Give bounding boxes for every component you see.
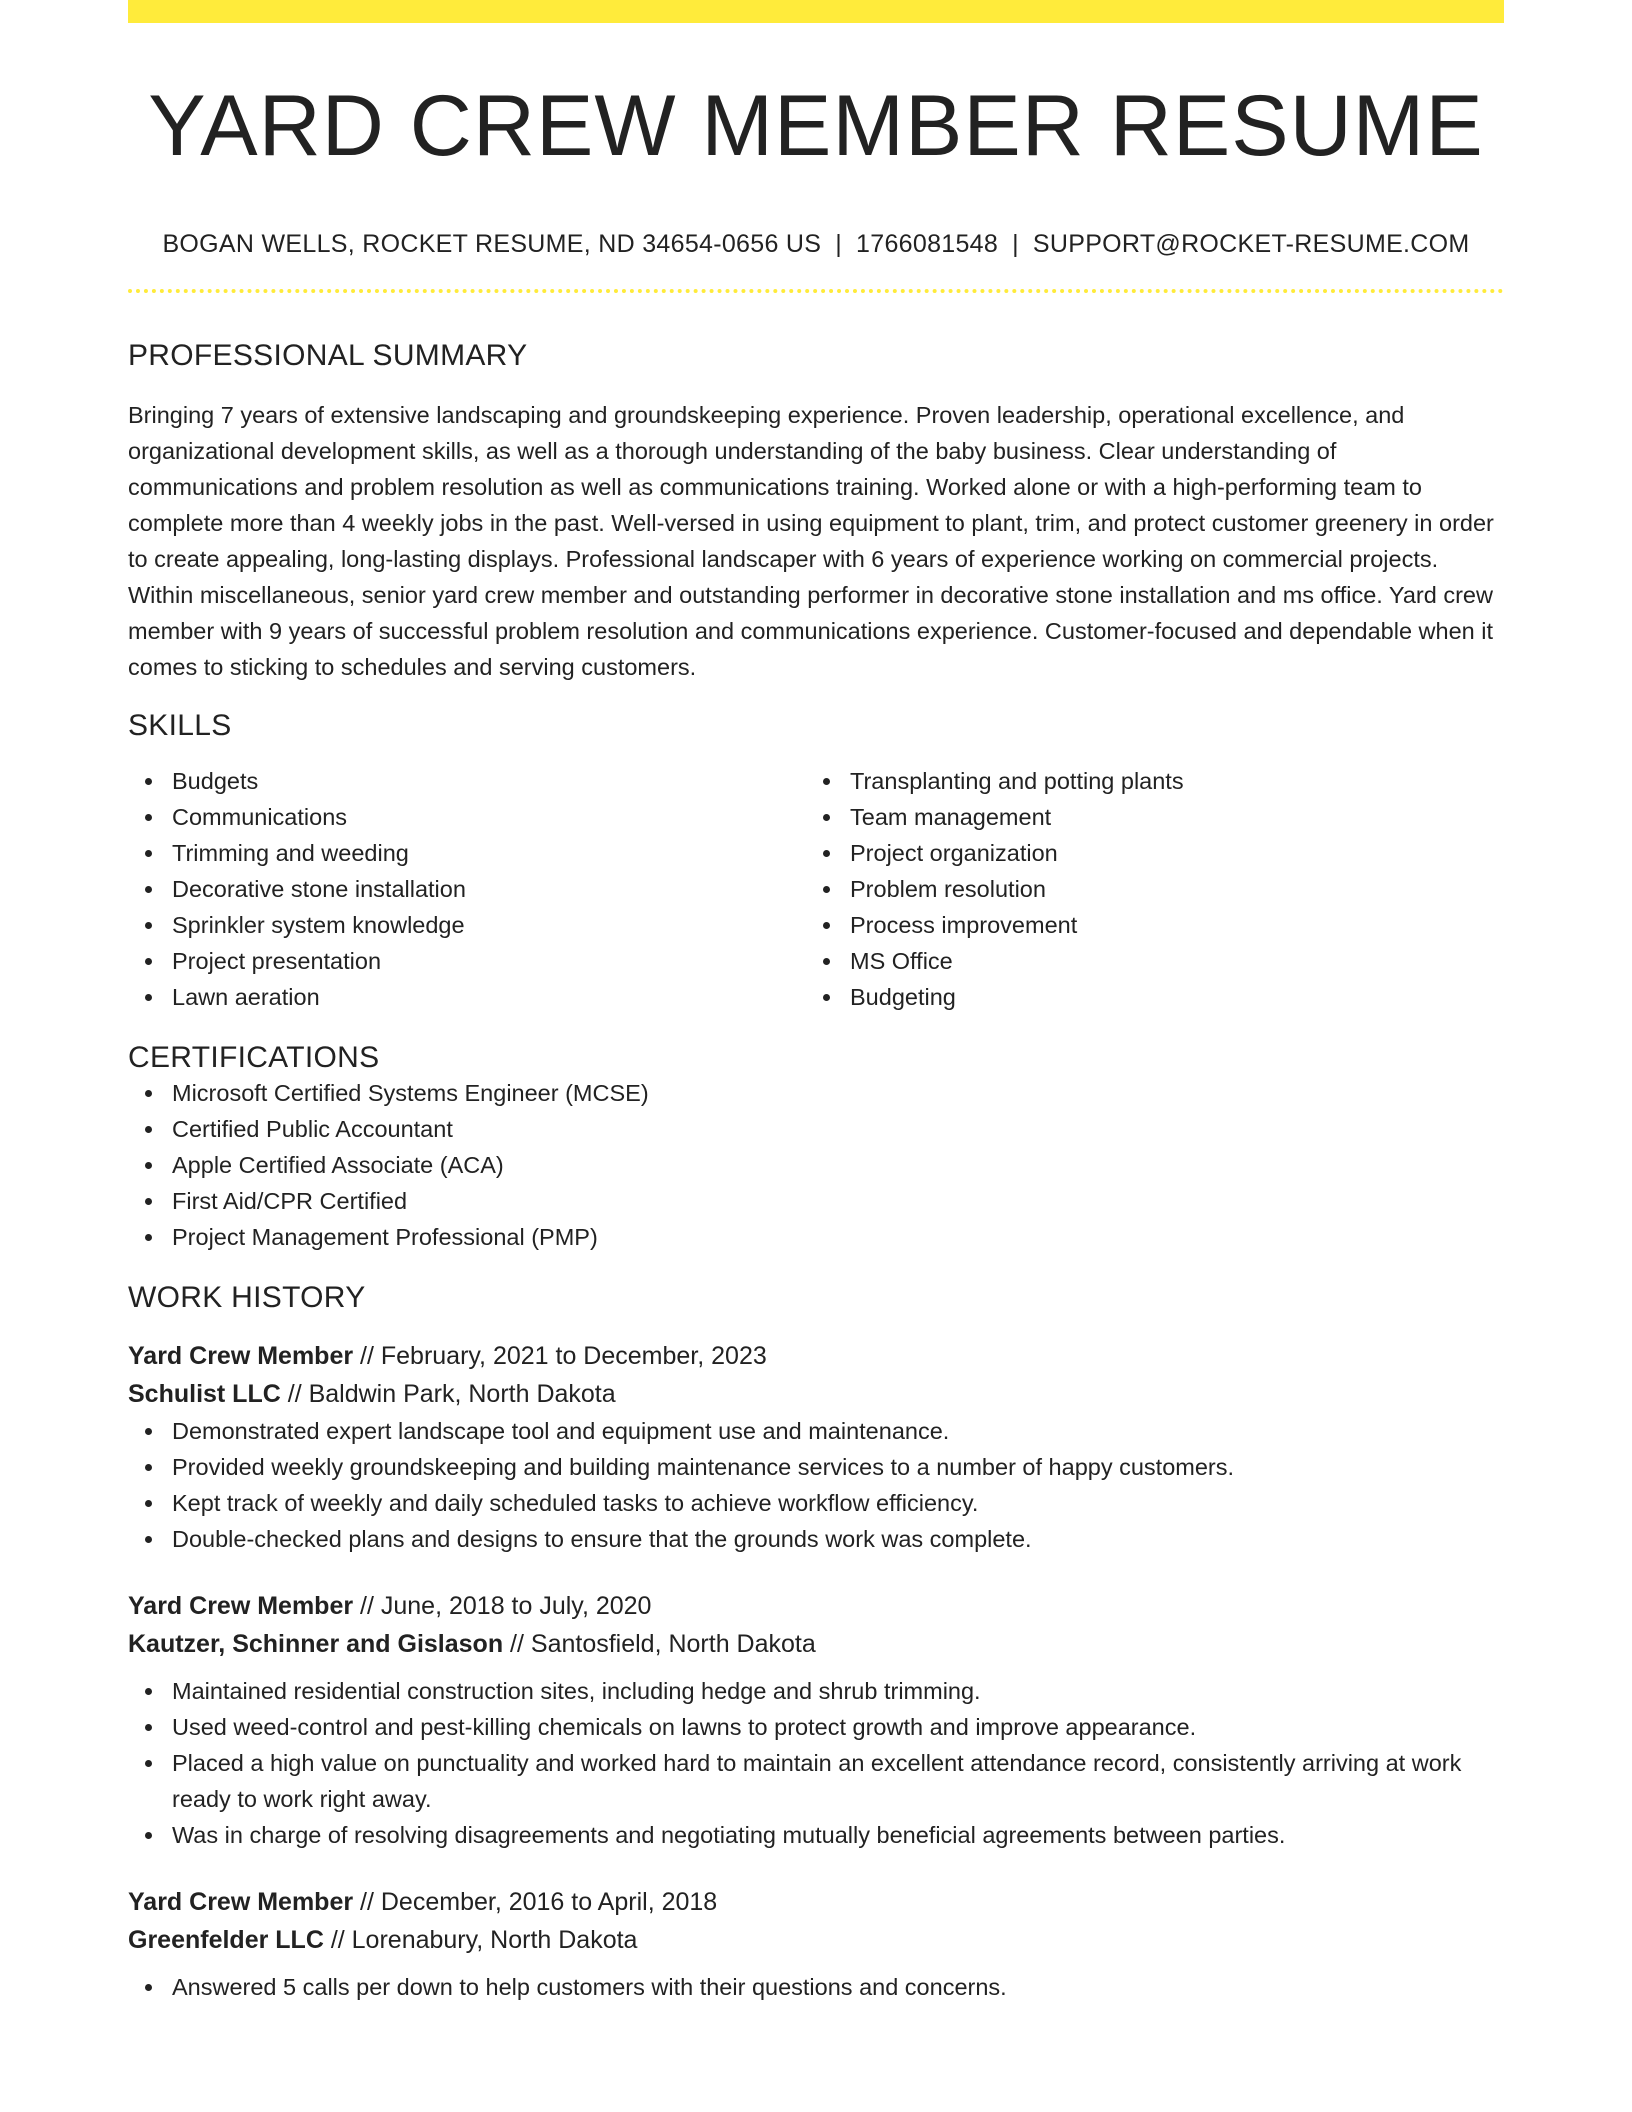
skills-heading: SKILLS (128, 709, 232, 742)
contact-phone: 1766081548 (856, 230, 999, 258)
job-role: Yard Crew Member (128, 1342, 354, 1370)
job-duty-item: Maintained residential construction sites, including hedge and shrub trimming. (128, 1673, 1504, 1709)
job-location: // Lorenabury, North Dakota (323, 1926, 638, 1954)
job-location: // Baldwin Park, North Dakota (280, 1380, 616, 1408)
certifications-list (128, 1075, 1504, 1255)
job-header (128, 1883, 1504, 1959)
summary-text: Bringing 7 years of extensive landscaping and groundskeeping experience. Proven leadership, operational excellence, and organizational development skills, as well as a thorough understanding of the baby business. Clear understanding of communications and problem resolution as well as communications training. Worked alone or with a high-performing team to complete more than 4 weekly jobs in the past. Well-versed in using equipment to plant, trim, and protect customer greenery in order to create appealing, long-lasting displays. Professional landscaper with 6 years of experience working on commercial projects. Within miscellaneous, senior yard crew member and outstanding performer in decorative stone installation and ms office. Yard crew member with 9 years of successful problem resolution and communications experience. Customer-focused and dependable when it comes to sticking to schedules and serving customers. (128, 402, 1494, 680)
job-header (128, 1337, 1504, 1413)
job-role: Yard Crew Member (128, 1592, 354, 1620)
work-history-heading: WORK HISTORY (128, 1281, 366, 1314)
skill-item: Trimming and weeding (128, 835, 806, 871)
job-location: // Santosfield, North Dakota (503, 1630, 816, 1658)
job-entry (128, 1587, 1504, 1853)
job-duties-list (128, 1673, 1504, 1853)
certifications-heading: CERTIFICATIONS (128, 1041, 380, 1074)
skill-item: Decorative stone installation (128, 871, 806, 907)
job-company-line (128, 1921, 1504, 1959)
job-duties-list (128, 1413, 1504, 1557)
skill-item: Team management (806, 799, 1484, 835)
job-header (128, 1587, 1504, 1663)
skills-column-left (128, 763, 806, 1015)
summary-heading: PROFESSIONAL SUMMARY (128, 339, 528, 372)
job-company-line (128, 1625, 1504, 1663)
job-entry (128, 1883, 1504, 2005)
certification-item: First Aid/CPR Certified (128, 1183, 1504, 1219)
job-entry (128, 1337, 1504, 1557)
job-role-line (128, 1587, 1504, 1625)
job-dates: // June, 2018 to July, 2020 (353, 1592, 652, 1620)
job-dates: // December, 2016 to April, 2018 (353, 1888, 718, 1916)
contact-separator: | (835, 230, 843, 258)
contact-email: SUPPORT@ROCKET-RESUME.COM (1032, 230, 1470, 258)
skill-item: Project organization (806, 835, 1484, 871)
job-duty-item: Demonstrated expert landscape tool and equipment use and maintenance. (128, 1413, 1504, 1449)
skill-item: Communications (128, 799, 806, 835)
job-duty-item: Answered 5 calls per down to help customers with their questions and concerns. (128, 1969, 1504, 2005)
skill-item: Problem resolution (806, 871, 1484, 907)
job-duty-item: Double-checked plans and designs to ensure that the grounds work was complete. (128, 1521, 1504, 1557)
job-company: Kautzer, Schinner and Gislason (128, 1630, 504, 1658)
certification-item: Project Management Professional (PMP) (128, 1219, 1504, 1255)
skills-list-left (128, 763, 806, 1015)
resume-title: YARD CREW MEMBER RESUME (148, 78, 1484, 174)
skill-item: Budgeting (806, 979, 1484, 1015)
contact-line (128, 229, 1504, 259)
skill-item: Project presentation (128, 943, 806, 979)
job-company-line (128, 1375, 1504, 1413)
skill-item: MS Office (806, 943, 1484, 979)
job-duty-item: Kept track of weekly and daily scheduled tasks to achieve workflow efficiency. (128, 1485, 1504, 1521)
skills-list-right (806, 763, 1484, 1015)
contact-separator: | (1012, 230, 1019, 258)
certification-item: Microsoft Certified Systems Engineer (MCSE) (128, 1075, 1504, 1111)
job-duties-list (128, 1969, 1504, 2005)
skills-column-right (806, 763, 1484, 1015)
job-duty-item: Used weed-control and pest-killing chemicals on lawns to protect growth and improve appearance. (128, 1709, 1504, 1745)
skill-item: Transplanting and potting plants (806, 763, 1484, 799)
dotted-divider (128, 289, 1504, 293)
skills-grid (128, 763, 1504, 1015)
certification-item: Certified Public Accountant (128, 1111, 1504, 1147)
job-role-line (128, 1883, 1504, 1921)
job-role-line (128, 1337, 1504, 1375)
job-duty-item: Placed a high value on punctuality and worked hard to maintain an excellent attendance record, consistently arriving at work ready to work right away. (128, 1745, 1504, 1817)
top-accent-bar (128, 0, 1504, 23)
skill-item: Budgets (128, 763, 806, 799)
job-role: Yard Crew Member (128, 1888, 354, 1916)
resume-page (128, 0, 1504, 2112)
job-company: Schulist LLC (128, 1380, 281, 1408)
skill-item: Sprinkler system knowledge (128, 907, 806, 943)
certification-item: Apple Certified Associate (ACA) (128, 1147, 1504, 1183)
job-company: Greenfelder LLC (128, 1926, 324, 1954)
contact-address: BOGAN WELLS, ROCKET RESUME, ND 34654-0656 US (162, 230, 822, 258)
job-duty-item: Provided weekly groundskeeping and building maintenance services to a number of happy customers. (128, 1449, 1504, 1485)
skill-item: Process improvement (806, 907, 1484, 943)
skill-item: Lawn aeration (128, 979, 806, 1015)
job-duty-item: Was in charge of resolving disagreements and negotiating mutually beneficial agreements between parties. (128, 1817, 1504, 1853)
job-dates: // February, 2021 to December, 2023 (353, 1342, 767, 1370)
